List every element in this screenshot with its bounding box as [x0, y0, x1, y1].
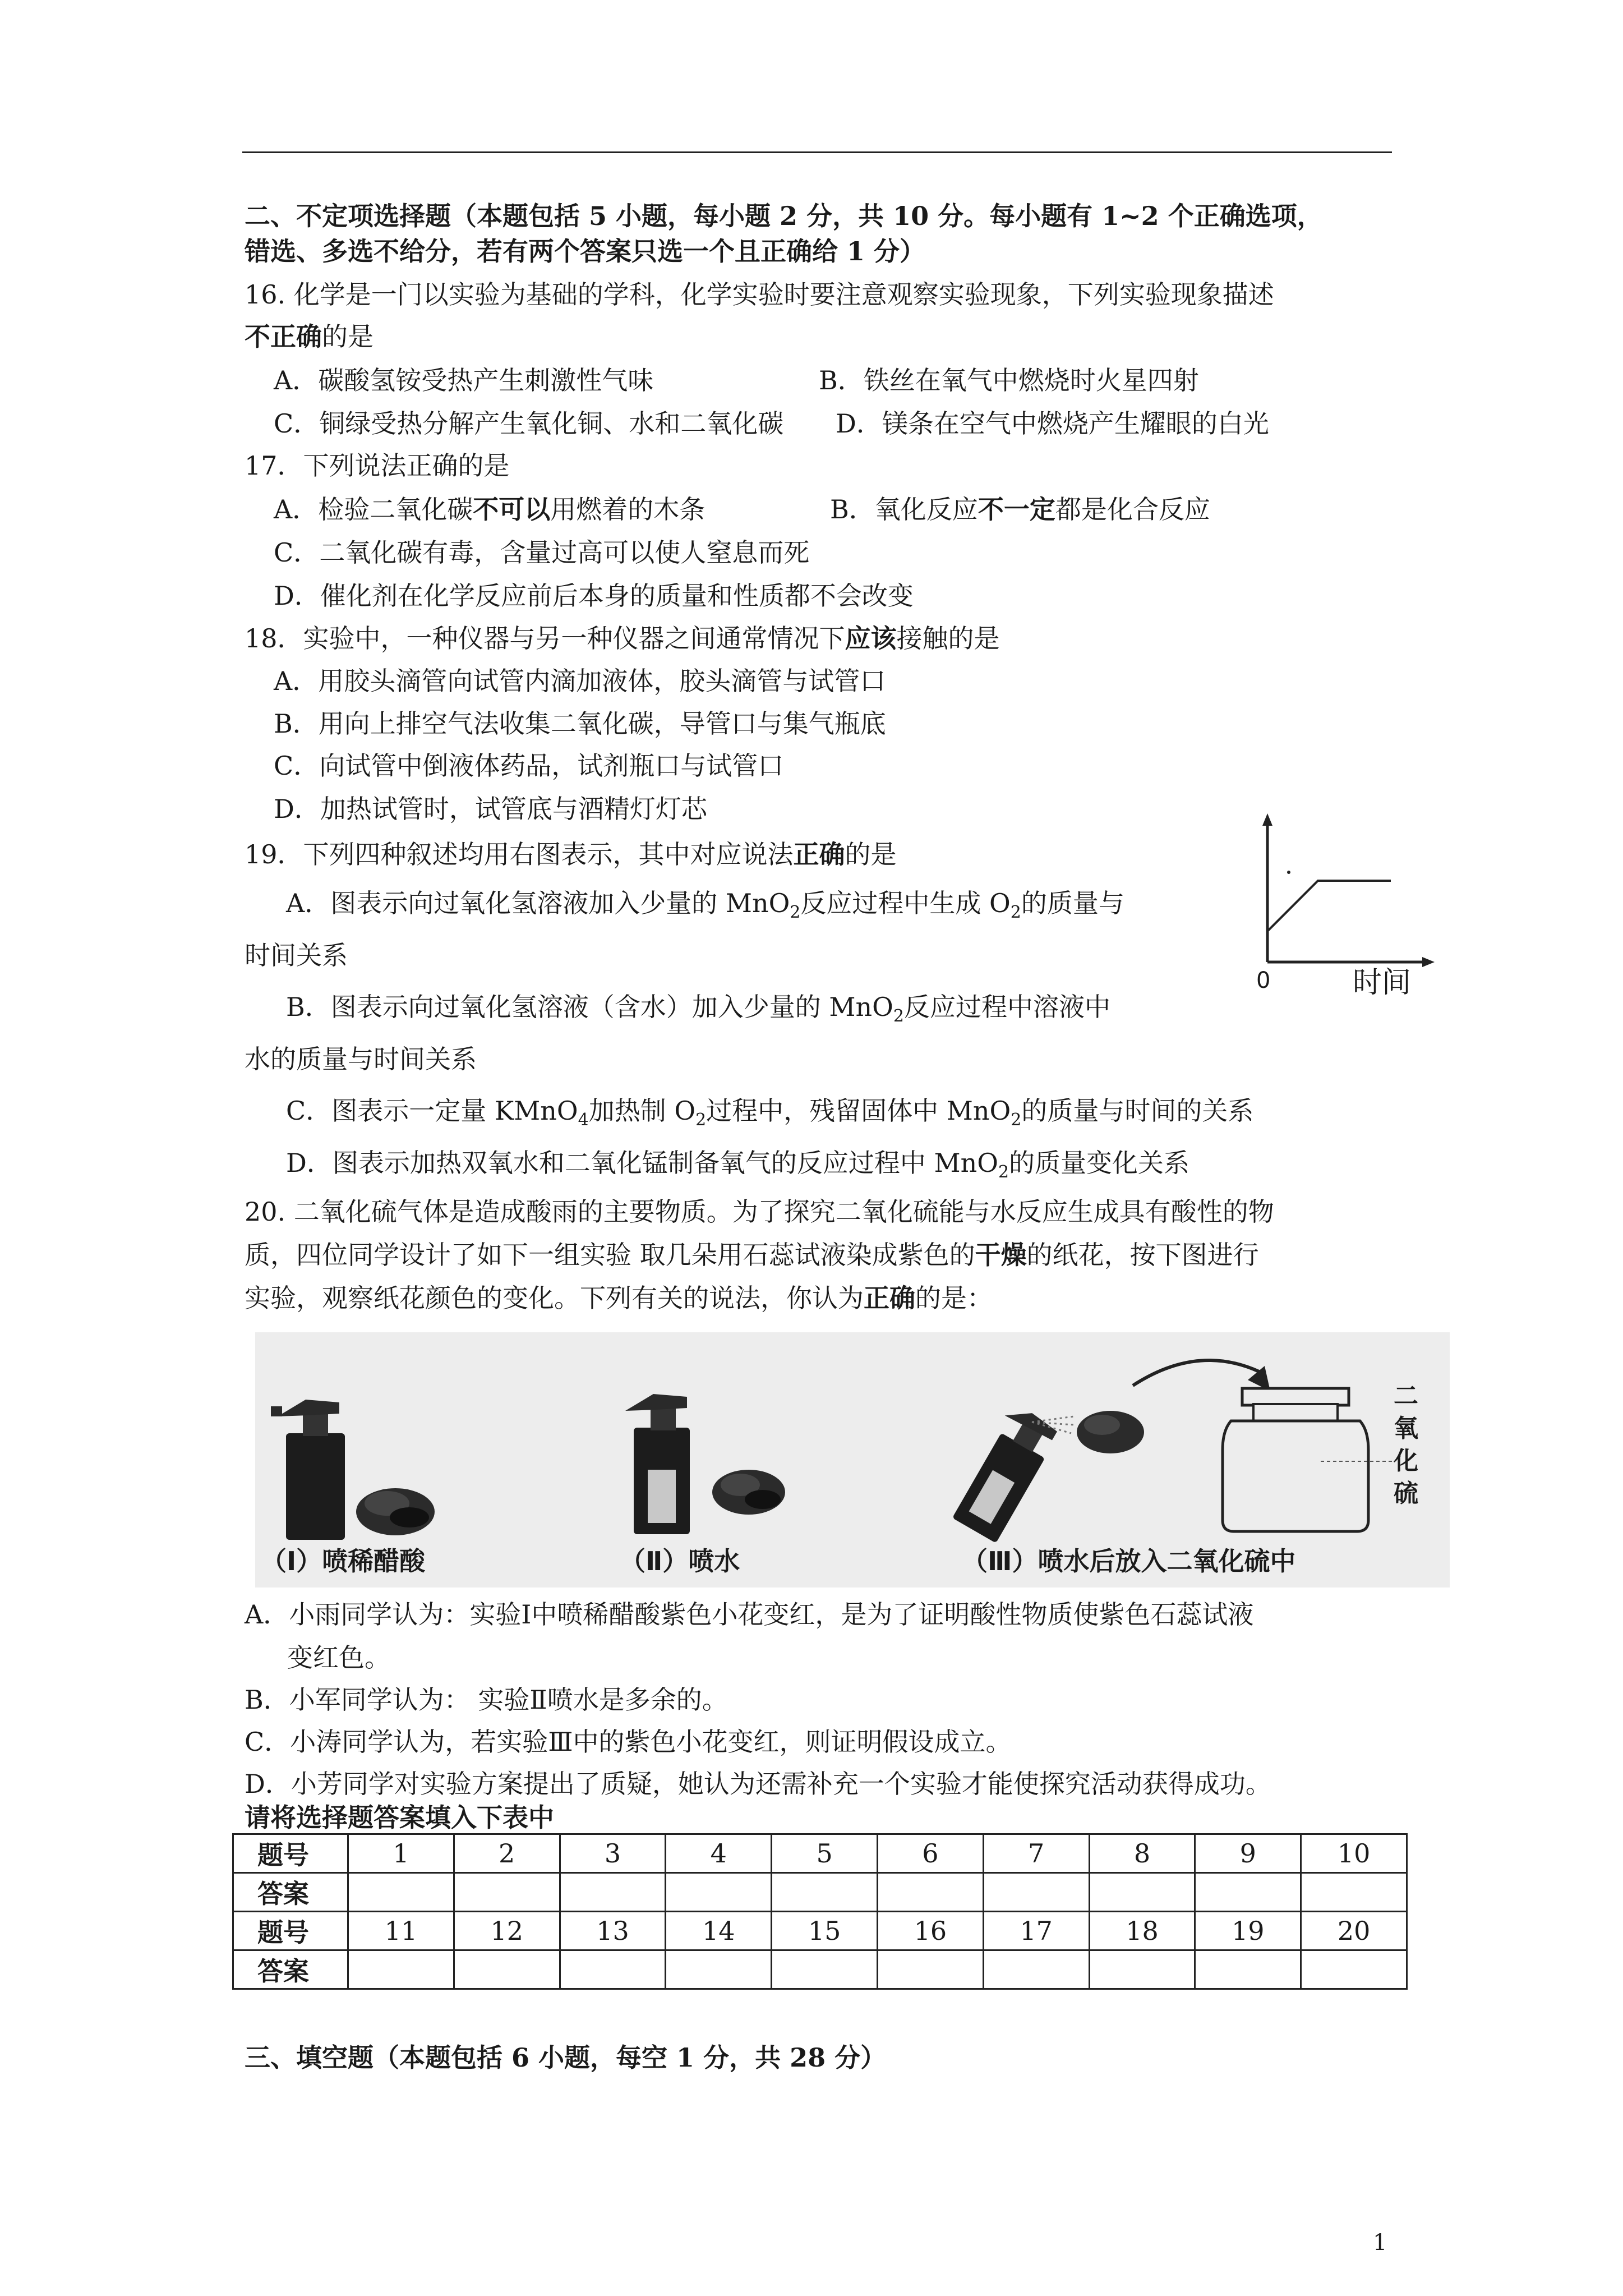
answer-cell[interactable]	[983, 1950, 1089, 1989]
q16-option-c: C．铜绿受热分解产生氧化铜、水和二氧化碳	[274, 408, 784, 439]
spray-bottle-2-icon	[625, 1394, 690, 1534]
transfer-arrow-curve	[1133, 1360, 1259, 1386]
answer-cell[interactable]	[560, 1950, 666, 1989]
q18-stem-post: 接触的是	[896, 623, 1000, 654]
header-rule	[242, 151, 1392, 153]
q20-stem2-post: 的纸花，按下图进行	[1026, 1240, 1259, 1270]
side-char: 二	[1394, 1382, 1418, 1410]
answer-cell[interactable]	[666, 1950, 772, 1989]
section3-heading: 三、填空题（本题包括 6 小题，每空 1 分，共 28 分）	[245, 2042, 887, 2073]
q17-a-post: 用燃着的木条	[550, 494, 706, 524]
answer-cell[interactable]	[666, 1873, 772, 1912]
graph-origin-label: 0	[1256, 968, 1271, 993]
fig-label-2: （Ⅱ）喷水	[620, 1546, 740, 1576]
q17-b-pre: B．氧化反应	[830, 494, 978, 524]
table-label-answer: 答案	[233, 1950, 348, 1989]
q20-option-d: D．小芳同学对实验方案提出了质疑，她认为还需补充一个实验才能使探究活动获得成功。	[245, 1769, 1271, 1799]
question-number-cell: 13	[560, 1912, 666, 1950]
answer-table	[232, 1833, 1408, 1990]
answer-cell[interactable]	[1301, 1873, 1407, 1912]
q19-c-post: 的质量与时间的关系	[1021, 1096, 1254, 1126]
q19-graph-svg	[1256, 813, 1441, 1015]
table-label-number: 题号	[233, 1834, 348, 1873]
q17-b-post: 都是化合反应	[1055, 494, 1210, 524]
q19-c-mid1: 加热制 O	[588, 1096, 696, 1126]
answer-cell[interactable]	[1301, 1950, 1407, 1989]
q19-d-pre: D．图表示加热双氧水和二氧化锰制备氧气的反应过程中 MnO	[286, 1148, 998, 1178]
q17-a-emphasis: 不可以	[473, 494, 551, 524]
subscript: 2	[1011, 1110, 1022, 1130]
answer-cell[interactable]	[1089, 1950, 1195, 1989]
q19-stem	[245, 838, 897, 871]
question-number-cell: 9	[1195, 1834, 1301, 1873]
question-number-cell: 3	[560, 1834, 666, 1873]
subscript: 2	[998, 1162, 1009, 1182]
question-number-cell: 5	[772, 1834, 878, 1873]
subscript: 2	[893, 1006, 904, 1026]
answer-cell[interactable]	[454, 1873, 560, 1912]
q18-option-d: D．加热试管时，试管底与酒精灯灯芯	[274, 794, 707, 824]
spray-bottle-1-icon	[271, 1400, 345, 1540]
q19-stem-pre: 19．下列四种叙述均用右图表示，其中对应说法	[245, 839, 794, 869]
subscript: 2	[695, 1110, 707, 1130]
section2-heading-line1: 二、不定项选择题（本题包括 5 小题，每小题 2 分，共 10 分。每小题有 1~2 个正确选项，	[245, 201, 1323, 231]
question-number-cell: 18	[1089, 1912, 1195, 1950]
table-row	[233, 1912, 1407, 1950]
q19-b-post: 反应过程中溶液中	[903, 992, 1110, 1022]
q19-c-mid2: 过程中，残留固体中 MnO	[706, 1096, 1011, 1126]
q20-stem-line3	[245, 1281, 993, 1315]
subscript: 2	[1010, 903, 1021, 922]
q16-option-a: A．碳酸氢铵受热产生刺激性气味	[274, 365, 654, 395]
q20-option-a-line1: A．小雨同学认为：实验Ⅰ中喷稀醋酸紫色小花变红，是为了证明酸性物质使紫色石蕊试液	[245, 1599, 1254, 1630]
q19-option-c	[286, 1094, 1253, 1137]
question-number-cell: 15	[772, 1912, 878, 1950]
table-label-number: 题号	[233, 1912, 348, 1950]
question-number-cell: 2	[454, 1834, 560, 1873]
q16-emphasis: 不正确	[245, 321, 322, 352]
fig-label-1: （Ⅰ）喷稀醋酸	[261, 1546, 426, 1576]
q17-option-a	[274, 493, 705, 526]
q19-a-pre: A．图表示向过氧化氢溶液加入少量的 MnO	[286, 888, 790, 918]
q18-option-b: B．用向上排空气法收集二氧化碳，导管口与集气瓶底	[274, 708, 886, 739]
subscript: 2	[790, 903, 801, 922]
q18-stem	[245, 622, 1000, 655]
q19-option-a-line2: 时间关系	[245, 940, 348, 970]
fig-label-3: （Ⅲ）喷水后放入二氧化硫中	[962, 1546, 1296, 1576]
question-number-cell: 20	[1301, 1912, 1407, 1950]
answer-cell[interactable]	[983, 1873, 1089, 1912]
q20-experiment-figure	[255, 1332, 1450, 1588]
graph-curve	[1267, 881, 1391, 931]
q20-option-c: C．小涛同学认为，若实验Ⅲ中的紫色小花变红，则证明假设成立。	[245, 1727, 1012, 1757]
q18-option-c: C．向试管中倒液体药品，试剂瓶口与试管口	[274, 751, 784, 781]
question-number-cell: 19	[1195, 1912, 1301, 1950]
q18-emphasis: 应该	[845, 623, 897, 654]
q19-c-pre: C．图表示一定量 KMnO	[286, 1096, 578, 1126]
q17-b-emphasis: 不一定	[978, 494, 1055, 524]
graph-x-arrow	[1422, 957, 1435, 967]
q19-graph	[1256, 813, 1441, 1015]
answer-cell[interactable]	[877, 1950, 983, 1989]
q16-option-d: D．镁条在空气中燃烧产生耀眼的白光	[836, 408, 1269, 439]
question-number-cell: 17	[983, 1912, 1089, 1950]
page-number: 1	[1373, 2230, 1387, 2256]
question-number-cell: 6	[877, 1834, 983, 1873]
graph-x-label: 时间	[1353, 966, 1412, 1000]
answer-cell[interactable]	[772, 1950, 878, 1989]
q17-option-c: C．二氧化碳有毒，含量过高可以使人窒息而死	[274, 537, 810, 568]
flower-3-icon	[1077, 1411, 1144, 1453]
question-number-cell: 16	[877, 1912, 983, 1950]
q17-option-d: D．催化剂在化学反应前后本身的质量和性质都不会改变	[274, 581, 914, 611]
answer-cell[interactable]	[348, 1873, 454, 1912]
q20-emphasis-dry: 干燥	[975, 1240, 1027, 1270]
q20-stem3-post: 的是：	[915, 1283, 993, 1313]
question-number-cell: 11	[348, 1912, 454, 1950]
answer-cell[interactable]	[877, 1873, 983, 1912]
q19-option-a-line1	[286, 886, 1124, 930]
table-row	[233, 1950, 1407, 1989]
side-char: 氧	[1394, 1414, 1418, 1443]
answer-cell[interactable]	[772, 1873, 878, 1912]
q19-d-post: 的质量变化关系	[1009, 1148, 1190, 1178]
q19-emphasis: 正确	[793, 839, 845, 869]
question-number-cell: 12	[454, 1912, 560, 1950]
q19-a-mid: 反应过程中生成 O	[800, 888, 1011, 918]
q20-emphasis-correct: 正确	[864, 1283, 915, 1313]
q20-stem3-pre: 实验，观察纸花颜色的变化。下列有关的说法，你认为	[245, 1283, 864, 1313]
q18-stem-pre: 18．实验中，一种仪器与另一种仪器之间通常情况下	[245, 623, 845, 654]
q17-stem: 17．下列说法正确的是	[245, 450, 510, 481]
q17-option-b	[830, 493, 1210, 526]
q19-option-b-line1	[286, 990, 1110, 1033]
question-number-cell: 8	[1089, 1834, 1195, 1873]
answer-cell[interactable]	[1195, 1873, 1301, 1912]
q20-stem-line2	[245, 1238, 1259, 1272]
q19-option-d	[286, 1146, 1189, 1189]
answer-cell[interactable]	[348, 1950, 454, 1989]
side-char: 化	[1394, 1447, 1418, 1475]
question-number-cell: 1	[348, 1834, 454, 1873]
side-char: 硫	[1394, 1479, 1418, 1508]
q16-stem-line1: 16. 化学是一门以实验为基础的学科，化学实验时要注意观察实验现象，下列实验现象描述	[245, 279, 1274, 310]
table-row	[233, 1873, 1407, 1912]
q16-option-b: B．铁丝在氧气中燃烧时火星四射	[819, 365, 1199, 395]
flower-1-icon	[356, 1488, 435, 1535]
gas-jar-icon	[1223, 1388, 1394, 1531]
graph-dot	[1287, 871, 1290, 874]
answer-cell[interactable]	[1195, 1950, 1301, 1989]
question-number-cell: 14	[666, 1912, 772, 1950]
fig-side-label	[1394, 1380, 1418, 1510]
answer-cell[interactable]	[1089, 1873, 1195, 1912]
graph-y-arrow	[1262, 813, 1272, 826]
question-number-cell: 7	[983, 1834, 1089, 1873]
table-label-answer: 答案	[233, 1873, 348, 1912]
q19-b-pre: B．图表示向过氧化氢溶液（含水）加入少量的 MnO	[286, 992, 893, 1022]
q16-stem-tail: 的是	[322, 321, 374, 352]
question-number-cell: 10	[1301, 1834, 1407, 1873]
q20-stem2-pre: 质，四位同学设计了如下一组实验 取几朵用石蕊试液染成紫色的	[245, 1240, 975, 1270]
q19-option-b-line2: 水的质量与时间关系	[245, 1044, 477, 1074]
section2-heading-line2: 错选、多选不给分，若有两个答案只选一个且正确给 1 分）	[245, 236, 926, 266]
table-row	[233, 1834, 1407, 1873]
answer-table-title: 请将选择题答案填入下表中	[245, 1802, 554, 1833]
q20-option-a-line2: 变红色。	[287, 1642, 390, 1673]
question-number-cell: 4	[666, 1834, 772, 1873]
answer-cell[interactable]	[454, 1950, 560, 1989]
q16-stem-line2	[245, 320, 374, 353]
q19-a-post: 的质量与	[1021, 888, 1124, 918]
q20-option-b: B．小军同学认为： 实验Ⅱ喷水是多余的。	[245, 1685, 728, 1715]
q17-a-pre: A．检验二氧化碳	[274, 494, 473, 524]
answer-cell[interactable]	[560, 1873, 666, 1912]
q20-stem-line1: 20. 二氧化硫气体是造成酸雨的主要物质。为了探究二氧化硫能与水反应生成具有酸性的物	[245, 1197, 1274, 1227]
subscript: 4	[578, 1110, 589, 1130]
q18-option-a: A．用胶头滴管向试管内滴加液体，胶头滴管与试管口	[274, 666, 886, 696]
q19-stem-post: 的是	[845, 839, 897, 869]
flower-2-icon	[712, 1470, 785, 1515]
